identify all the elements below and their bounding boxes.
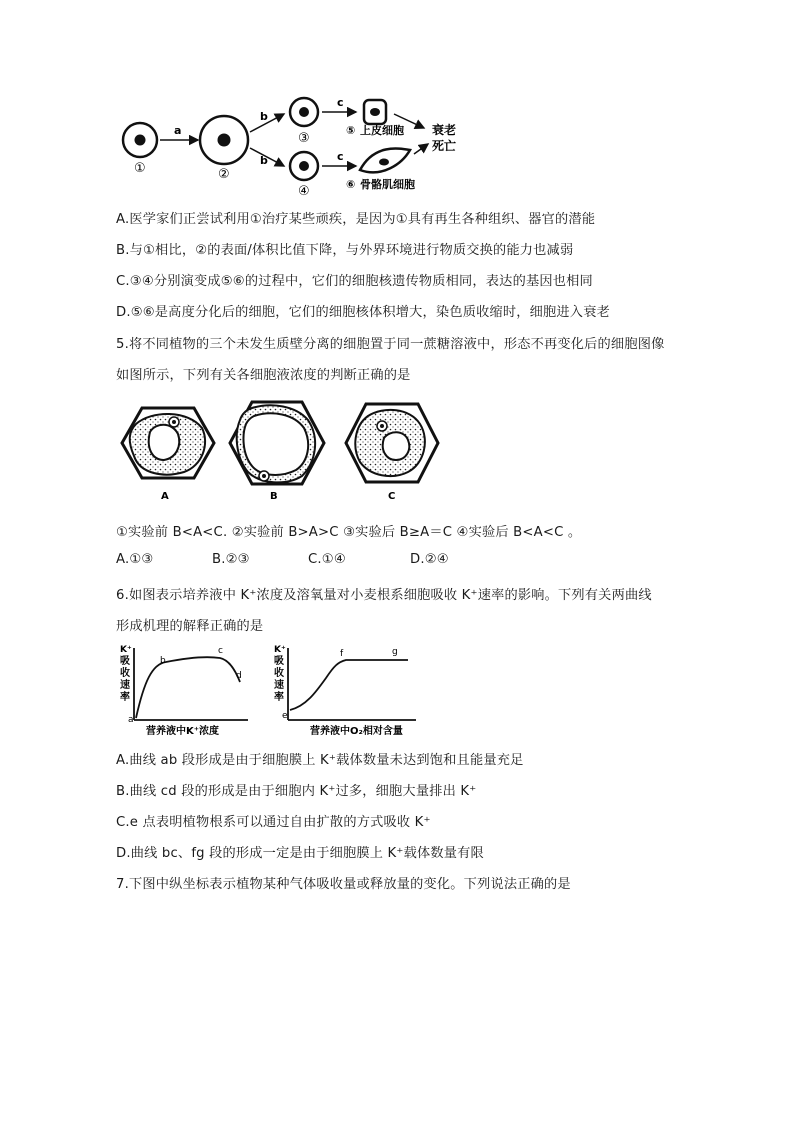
arrow-c-label-upper: c: [337, 96, 344, 109]
q6-option-b: B.曲线 cd 段的形成是由于细胞内 K⁺过多，细胞大量排出 K⁺: [116, 784, 477, 799]
cell-label-b: B: [270, 491, 278, 502]
cell-4: [290, 152, 318, 180]
left-ylabel-2: 吸: [120, 656, 130, 667]
plant-cell-b: [230, 402, 324, 484]
cell-6-name: 骨骼肌细胞: [360, 178, 415, 191]
cell-differentiation-diagram: [112, 92, 492, 198]
q5-statements: ①实验前 B<A<C. ②实验前 B>A>C ③实验后 B≥A＝C ④实验后 B<A<C 。: [116, 525, 582, 540]
point-c: c: [218, 646, 223, 656]
left-ylabel-5: 率: [120, 692, 130, 703]
q6-option-c: C.e 点表明植物根系可以通过自由扩散的方式吸收 K⁺: [116, 815, 431, 830]
cell-3: [290, 98, 318, 126]
label-6: ⑥: [346, 178, 356, 191]
q5-option-d: D.②④: [410, 552, 449, 567]
arrow-a-label: a: [174, 124, 182, 137]
label-3: ③: [298, 131, 310, 146]
differentiation-svg: [112, 92, 492, 198]
right-ylabel-4: 速: [274, 680, 284, 691]
q4-option-c: C.③④分别演变成⑤⑥的过程中，它们的细胞核遗传物质相同，表达的基因也相同: [116, 274, 593, 289]
left-ylabel-k: K⁺: [120, 645, 132, 655]
plant-cell-c: [346, 404, 438, 482]
left-curve: [136, 657, 240, 718]
k-uptake-charts: [116, 642, 426, 738]
q4-option-b: B.与①相比，②的表面/体积比值下降，与外界环境进行物质交换的能力也减弱: [116, 243, 574, 258]
label-2: ②: [218, 167, 230, 182]
q6-stem-line1: 6.如图表示培养液中 K⁺浓度及溶氧量对小麦根系细胞吸收 K⁺速率的影响。下列有关两曲线: [116, 588, 652, 603]
plant-cell-a: [122, 408, 214, 478]
q5-option-b: B.②③: [212, 552, 250, 567]
epithelial-cell: [364, 100, 386, 124]
chart-o2-content: [274, 645, 416, 737]
right-ylabel-2: 吸: [274, 656, 284, 667]
q6-option-a: A.曲线 ab 段形成是由于细胞膜上 K⁺载体数量未达到饱和且能量充足: [116, 753, 524, 768]
point-e: e: [282, 711, 288, 721]
label-5: ⑤: [346, 124, 356, 137]
q6-stem-line2: 形成机理的解释正确的是: [116, 619, 264, 634]
arrow-b-label-upper: b: [260, 110, 268, 123]
q5-stem-line2: 如图所示，下列有关各细胞液浓度的判断正确的是: [116, 368, 411, 383]
q5-option-a: A.①③: [116, 552, 154, 567]
label-1: ①: [134, 161, 146, 176]
left-ylabel-3: 收: [120, 668, 130, 679]
left-xlabel: 营养液中K⁺浓度: [146, 726, 220, 737]
point-a: a: [128, 715, 134, 725]
right-curve: [290, 660, 408, 710]
label-4: ④: [298, 184, 310, 198]
right-ylabel-3: 收: [274, 668, 284, 679]
right-xlabel: 营养液中O₂相对含量: [310, 726, 403, 737]
cell-label-a: A: [161, 491, 169, 502]
q5-options: [116, 552, 449, 567]
right-ylabel-k: K⁺: [274, 645, 286, 655]
arrow-c-label-lower: c: [337, 150, 344, 163]
cell-2: [200, 116, 248, 164]
plant-cells-figure: [114, 398, 444, 504]
q5-stem-line1: 5.将不同植物的三个未发生质壁分离的细胞置于同一蔗糖溶液中，形态不再变化后的细胞图像: [116, 337, 665, 352]
q4-option-d: D.⑤⑥是高度分化后的细胞，它们的细胞核体积增大，染色质收缩时，细胞进入衰老: [116, 305, 610, 320]
left-ylabel-4: 速: [120, 680, 130, 691]
fate-death: 死亡: [432, 139, 457, 153]
cell-5-name: 上皮细胞: [360, 124, 404, 137]
arrow-fate-lower: [414, 144, 428, 154]
chart-k-concentration: [120, 645, 248, 737]
plant-cells-svg: [114, 398, 444, 504]
point-g: g: [392, 647, 398, 657]
q5-option-c: C.①④: [308, 552, 346, 567]
k-uptake-svg: [116, 642, 426, 738]
point-f: f: [340, 649, 344, 659]
q7-stem: 7.下图中纵坐标表示植物某种气体吸收量或释放量的变化。下列说法正确的是: [116, 877, 571, 892]
right-ylabel-5: 率: [274, 692, 284, 703]
q6-option-d: D.曲线 bc、fg 段的形成一定是由于细胞膜上 K⁺载体数量有限: [116, 846, 484, 861]
skeletal-muscle-cell: [360, 149, 410, 173]
point-d: d: [236, 671, 242, 681]
cell-label-c: C: [388, 491, 396, 502]
cell-1: [123, 123, 157, 157]
point-b: b: [160, 656, 166, 666]
q4-option-a: A.医学家们正尝试利用①治疗某些顽疾，是因为①具有再生各种组织、器官的潜能: [116, 212, 596, 227]
fate-senescence: 衰老: [432, 123, 457, 137]
arrow-b-label-lower: b: [260, 154, 268, 167]
